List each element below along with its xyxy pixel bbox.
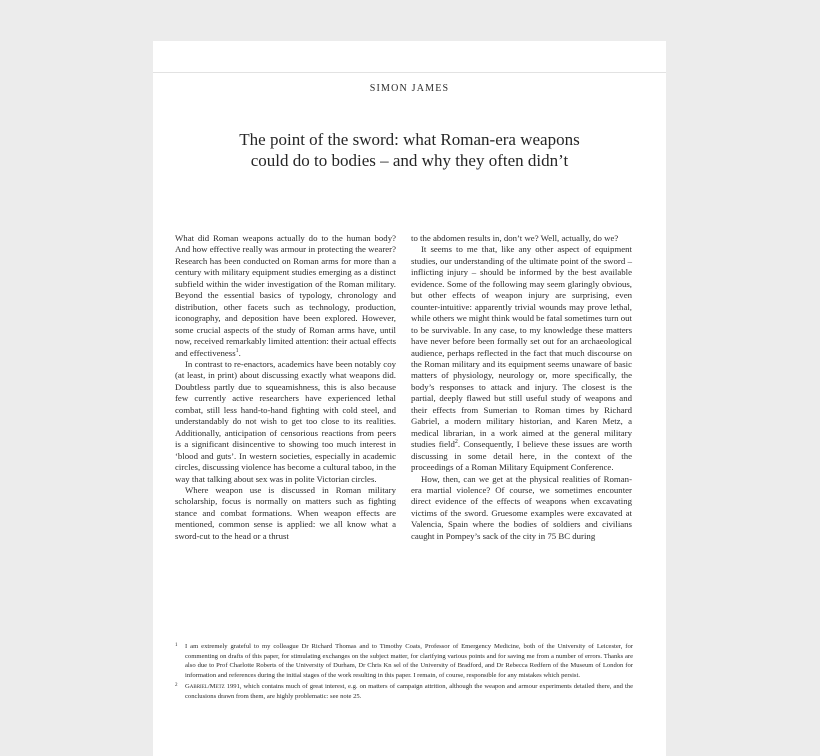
footnote: [175, 682, 633, 701]
paragraph: [411, 244, 632, 473]
footnote-text: 1991, which contains much of great interest, e.g. on matters of campaign attrition, although the weapon and armour experiments detailed there, and the conclusions drawn from them, are highly problematic: see note 25.: [185, 683, 633, 700]
paragraph: How, then, can we get at the physical realities of Roman-era martial violence? Of course, we sometimes encounter direct evidence of the effects of weapons when excavating victims of the sword. Gruesome examples were excavated at Valencia, Spain where the bodies of soldiers and civilians caught in Pompey’s sack of the city in 75 BC during: [411, 473, 632, 541]
footnote-text: I am extremely grateful to my colleague Dr Richard Thomas and to Timothy Coats, Professor of Emergency Medicine, both of the University of Leicester, for commenting on drafts of this paper, for stimulating exchanges on the subject matter, for clarifying various points and for saving me from a number of errors. Thanks are also due to Prof Charlotte Roberts of the University of Durham, Dr Chris Kn sel of the University of Bradford, and Dr Rebecca Redfern of the Museum of London for information and references during the initial stages of the work resulting in this paper. I remain, of course, responsible for any mistakes which persist.: [185, 643, 633, 679]
article-title: [183, 129, 636, 171]
left-column: [175, 233, 396, 542]
author-name: SIMON JAMES: [369, 83, 450, 94]
right-column: [411, 233, 632, 542]
paragraph: What did Roman weapons actually do to the human body? And how effective really was armour in protecting the wearer? Research has been conducted on Roman arms for more than a century with military equipment studies emerging as a distinct subfield within the wider investigation of the Roman military. Beyond the essential basics of typology, chronology and distribution, other facets such as technology, production, iconography, and deposition have been explored. However, some crucial aspects of the study of Roman arms have, until now, received remarkably limited attention: their actual effects and effectiveness$^1$.: [175, 233, 396, 358]
footnote-number: 1: [175, 643, 178, 648]
paragraph-text: What did Roman weapons actually do to the human body? And how effective really was armour in protecting the wearer? Research has been conducted on Roman arms for more than a century with military equipment studies emerging as a distinct subfield within the wider investigation of the Roman military. Beyond the essential basics of typology, chronology and distribution, other facets such as technology, production, iconography, and deposition have been explored. However, some crucial aspects of the study of Roman arms have, until now, received remarkably limited attention: their actual effects and effectiveness: [175, 233, 396, 358]
title-line-1: The point of the sword: what Roman-era weapons: [239, 130, 580, 149]
footnotes: [175, 642, 633, 704]
footnote: [175, 642, 633, 680]
paragraph-text: It seems to me that, like any other aspect of equipment studies, our understanding of the ultimate point of the sword – inflicting injury – should be informed by the best available evidence. Some of the following may seem glaringly obvious, but other effects of weapon injury are surprising, even counter-intuitive: apparently trivial wounds may prove lethal, while others we might think would be fatal sometimes turn out to be survivable. In any case, to my knowledge these matters have never before been formally set out for an archaeological audience, perhaps reflected in the fact that much discourse on the Roman military and its equipment seems unaware of basic matters of physiology, neurology or, more specifically, the body’s responses to attack and injury. The closest is the partial, deeply flawed but still useful study of weapons and their effects from Sumerian to Roman times by Richard Gabriel, a modern military historian, and Karen Metz, a medical librarian, in a work aimed at the general military studies field: [411, 244, 632, 450]
title-line-2: could do to bodies – and why they often didn’t: [250, 151, 569, 170]
paragraph-text: . Consequently, I believe these issues are worth discussing in some detail here, in the context of the proceedings of a Roman Military Equipment Conference.: [411, 439, 632, 473]
footnote-ref[interactable]: 2: [454, 439, 458, 446]
document-page: [153, 72, 666, 756]
paragraph: Where weapon use is discussed in Roman military scholarship, focus is normally on matters such as fighting stance and combat formations. When weapon effects are mentioned, common sense is applied: we all know what a sword-cut to the head or a thrust: [175, 484, 396, 541]
paragraph: to the abdomen results in, don’t we? Well, actually, do we?: [411, 233, 619, 243]
footnote-ref[interactable]: 1: [235, 347, 239, 354]
footnote-number: 2: [175, 683, 178, 689]
page-top-margin: [153, 41, 666, 72]
footnote-citation: Gabriel/Metz: [185, 683, 225, 691]
paragraph: In contrast to re-enactors, academics have been notably coy (at least, in print) about discussing exactly what weapons did. Doubtless partly due to squeamishness, this is also because few currently active researchers have experienced lethal combat, still less hand-to-hand fighting with cold steel, and understandably do not wish to get too close to its realities. Additionally, anticipation of censorious reactions from peers is a significant disincentive to showing too much interest in ‘blood and guts’. In western societies, especially in academic circles, discussing violence has become a cultural taboo, in the way that talking about sex was in polite Victorian circles.: [175, 358, 396, 484]
